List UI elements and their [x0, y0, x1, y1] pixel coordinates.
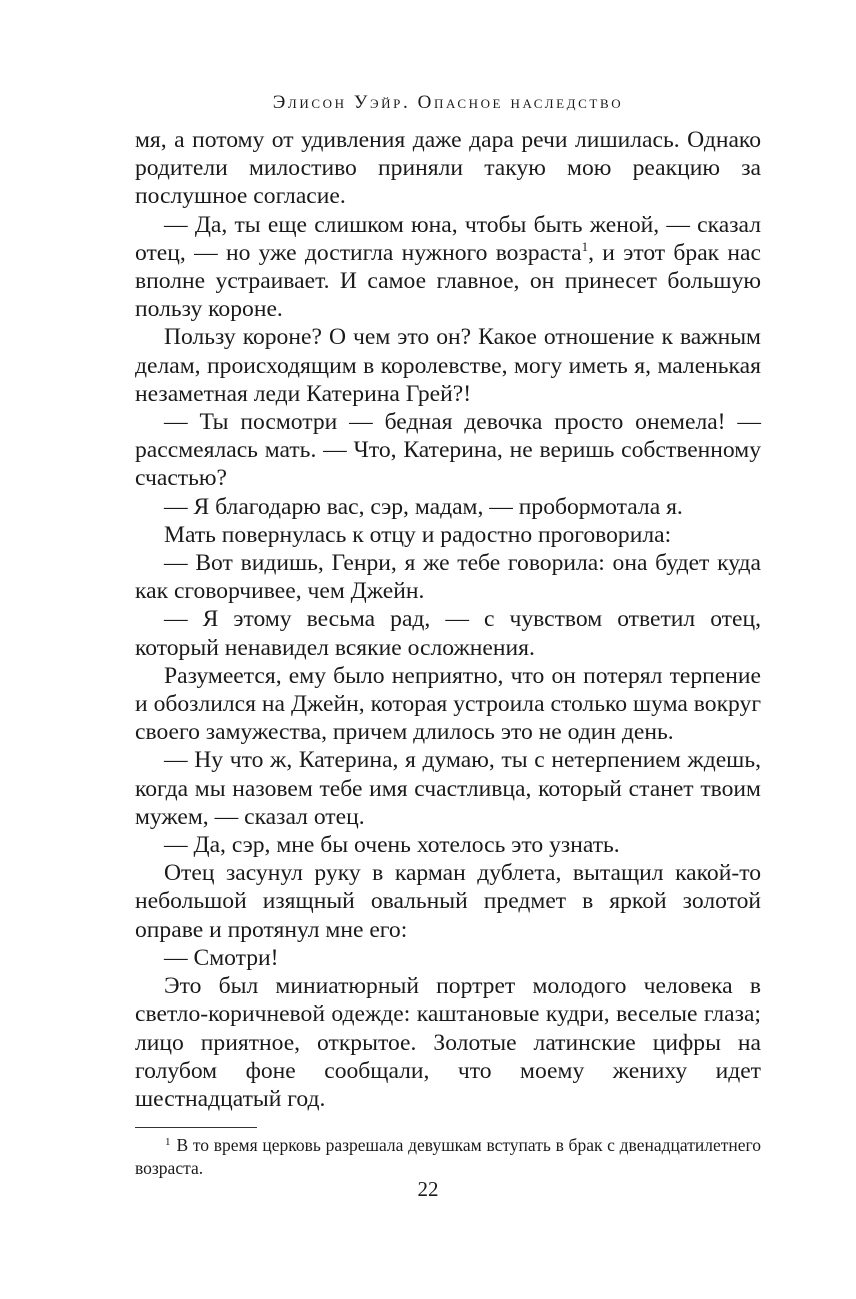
paragraph-text: , и этот брак нас вполне устраивает. И самое главное, он принесет большую пользу короне.	[135, 239, 761, 323]
paragraph: — Я благодарю вас, сэр, мадам, — пробормотала я.	[164, 493, 683, 520]
footnote-reference[interactable]: 1	[581, 238, 589, 254]
paragraph: — Я этому весьма рад, — с чувством ответил отец, который ненавидел всякие осложнения.	[135, 606, 761, 661]
book-page	[135, 86, 761, 1180]
footnote-text: В то время церковь разрешала девушкам вступать в брак с двенадцатилетнего возраста.	[135, 1135, 761, 1179]
paragraph: — Вот видишь, Генри, я же тебе говорила: она будет куда как сговорчивее, чем Джейн.	[135, 550, 761, 605]
footnote	[135, 1134, 761, 1180]
footnote-divider	[135, 1127, 257, 1128]
paragraph: Разумеется, ему было неприятно, что он потерял терпение и обозлился на Джейн, которая устроила столько шума вокруг своего замужества, причем длилось это не один день.	[135, 662, 761, 746]
page-number: 22	[417, 1177, 439, 1201]
paragraph: — Ты посмотри — бедная девочка просто онемела! — рассмеялась мать. — Что, Катерина, не веришь собственному счастью?	[135, 409, 761, 492]
footnote-marker: 1	[165, 1136, 171, 1149]
paragraph	[135, 211, 761, 324]
main-text	[135, 126, 761, 1113]
running-header: Элисон Уэйр. Опасное наследство	[272, 92, 624, 113]
paragraph: Это был миниатюрный портрет молодого человека в светло-коричневой одежде: каштановые кудри, веселые глаза; лицо приятное, открытое. Золотые латинские цифры на голубом фоне сообщали, что моему жениху идет шестнадцатый год.	[135, 973, 761, 1112]
paragraph: — Ну что ж, Катерина, я думаю, ты с нетерпением ждешь, когда мы назовем тебе имя счастливца, который станет твоим мужем, — сказал отец.	[135, 747, 761, 830]
paragraph: Мать повернулась к отцу и радостно проговорила:	[164, 521, 672, 548]
paragraph: — Да, сэр, мне бы очень хотелось это узнать.	[164, 832, 620, 859]
paragraph: Отец засунул руку в карман дублета, вытащил какой-то небольшой изящный овальный предмет в яркой золотой оправе и протянул мне его:	[135, 860, 761, 943]
paragraph: — Смотри!	[164, 944, 279, 971]
paragraph: мя, а потому от удивления даже дара речи лишилась. Однако родители милостиво приняли такую мою реакцию за послушное согласие.	[135, 127, 761, 210]
paragraph-text: — Да, ты еще слишком юна, чтобы быть женой, — сказал отец, — но уже достигла нужного возраста	[135, 211, 761, 266]
paragraph: Пользу короне? О чем это он? Какое отношение к важным делам, происходящим в королевстве, могу иметь я, маленькая незаметная леди Катерина Грей?!	[135, 324, 761, 407]
